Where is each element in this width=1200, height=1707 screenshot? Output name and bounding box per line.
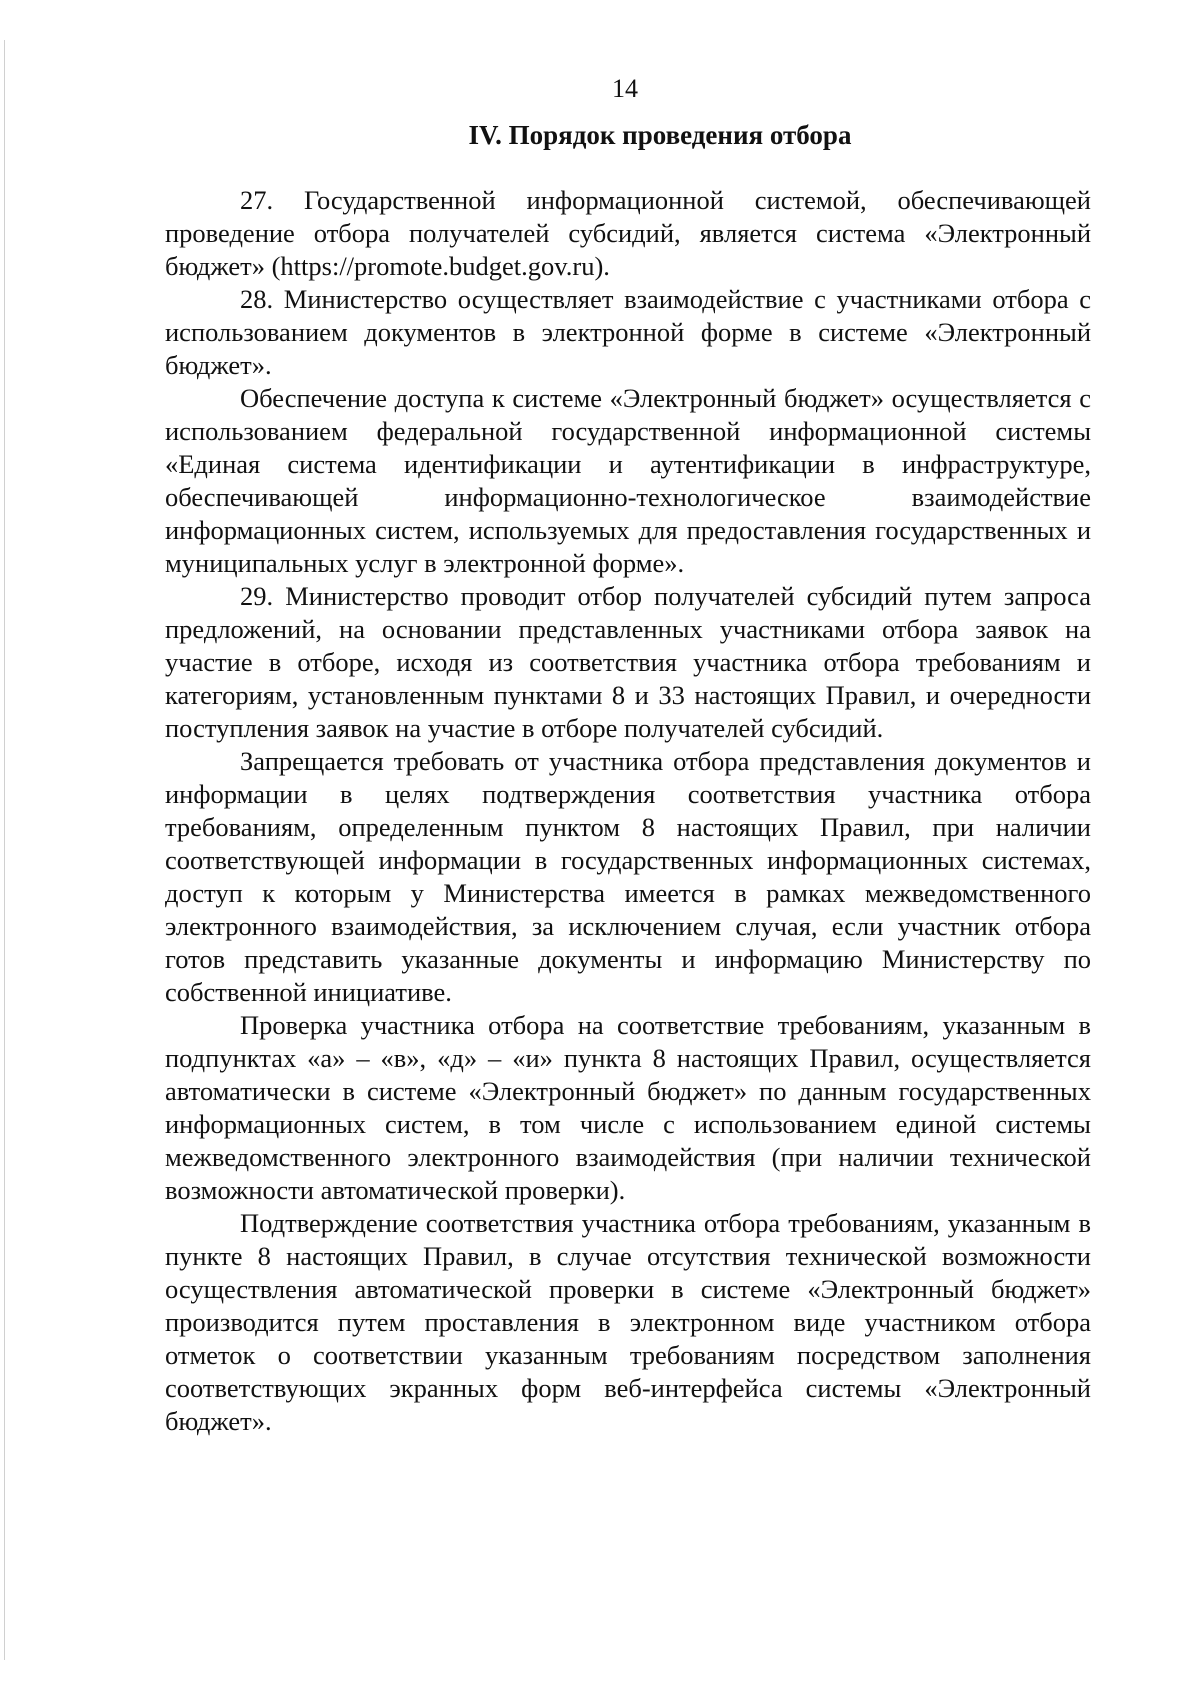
page-number: 14 bbox=[612, 74, 638, 103]
paragraph-prohibition: Запрещается требовать от участника отбора представления документов и информации в целях подтверждения соответствия участника отбора требованиям, определенным пунктом 8 настоящих Правил, при наличии соответствующей информации в государственных информационных системах, доступ к которым у Министерства имеется в рамках межведомственного электронного взаимодействия, за исключением случая, если участник отбора готов представить указанные документы и информацию Министерству по собственной инициативе. bbox=[165, 746, 1091, 1007]
paragraph-29: 29. Министерство проводит отбор получателей субсидий путем запроса предложений, на основании представленных участниками отбора заявок на участие в отборе, исходя из соответствия участника отбора требованиям и категориям, установленным пунктами 8 и 33 настоящих Правил, и очередности поступления заявок на участие в отборе получателей субсидий. bbox=[165, 581, 1091, 743]
paragraph-confirmation: Подтверждение соответствия участника отбора требованиям, указанным в пункте 8 настоящих Правил, в случае отсутствия технической возможности осуществления автоматической проверки в системе «Электронный бюджет» производится путем проставления в электронном виде участником отбора отметок о соответствии указанным требованиям посредством заполнения соответствующих экранных форм веб-интерфейса системы «Электронный бюджет». bbox=[165, 1208, 1091, 1436]
document-body bbox=[165, 184, 1091, 1438]
scan-edge bbox=[4, 40, 5, 1660]
paragraph-access: Обеспечение доступа к системе «Электронный бюджет» осуществляется с использованием федеральной государственной информационной системы «Единая система идентификации и аутентификации в инфраструктуре, обеспечивающей информационно-технологическое взаимодействие информационных систем, используемых для предоставления государственных и муниципальных услуг в электронной форме». bbox=[165, 383, 1091, 578]
section-title: IV. Порядок проведения отбора bbox=[468, 120, 852, 150]
paragraph-verification: Проверка участника отбора на соответствие требованиям, указанным в подпунктах «а» – «в», «д» – «и» пункта 8 настоящих Правил, осуществляется автоматически в системе «Электронный бюджет» по данным государственных информационных систем, в том числе с использованием единой системы межведомственного электронного взаимодействия (при наличии технической возможности автоматической проверки). bbox=[165, 1010, 1091, 1205]
paragraph-28: 28. Министерство осуществляет взаимодействие с участниками отбора с использованием документов в электронной форме в системе «Электронный бюджет». bbox=[165, 284, 1091, 380]
paragraph-27: 27. Государственной информационной системой, обеспечивающей проведение отбора получателей субсидий, является система «Электронный бюджет» (https://promote.budget.gov.ru). bbox=[165, 185, 1091, 281]
